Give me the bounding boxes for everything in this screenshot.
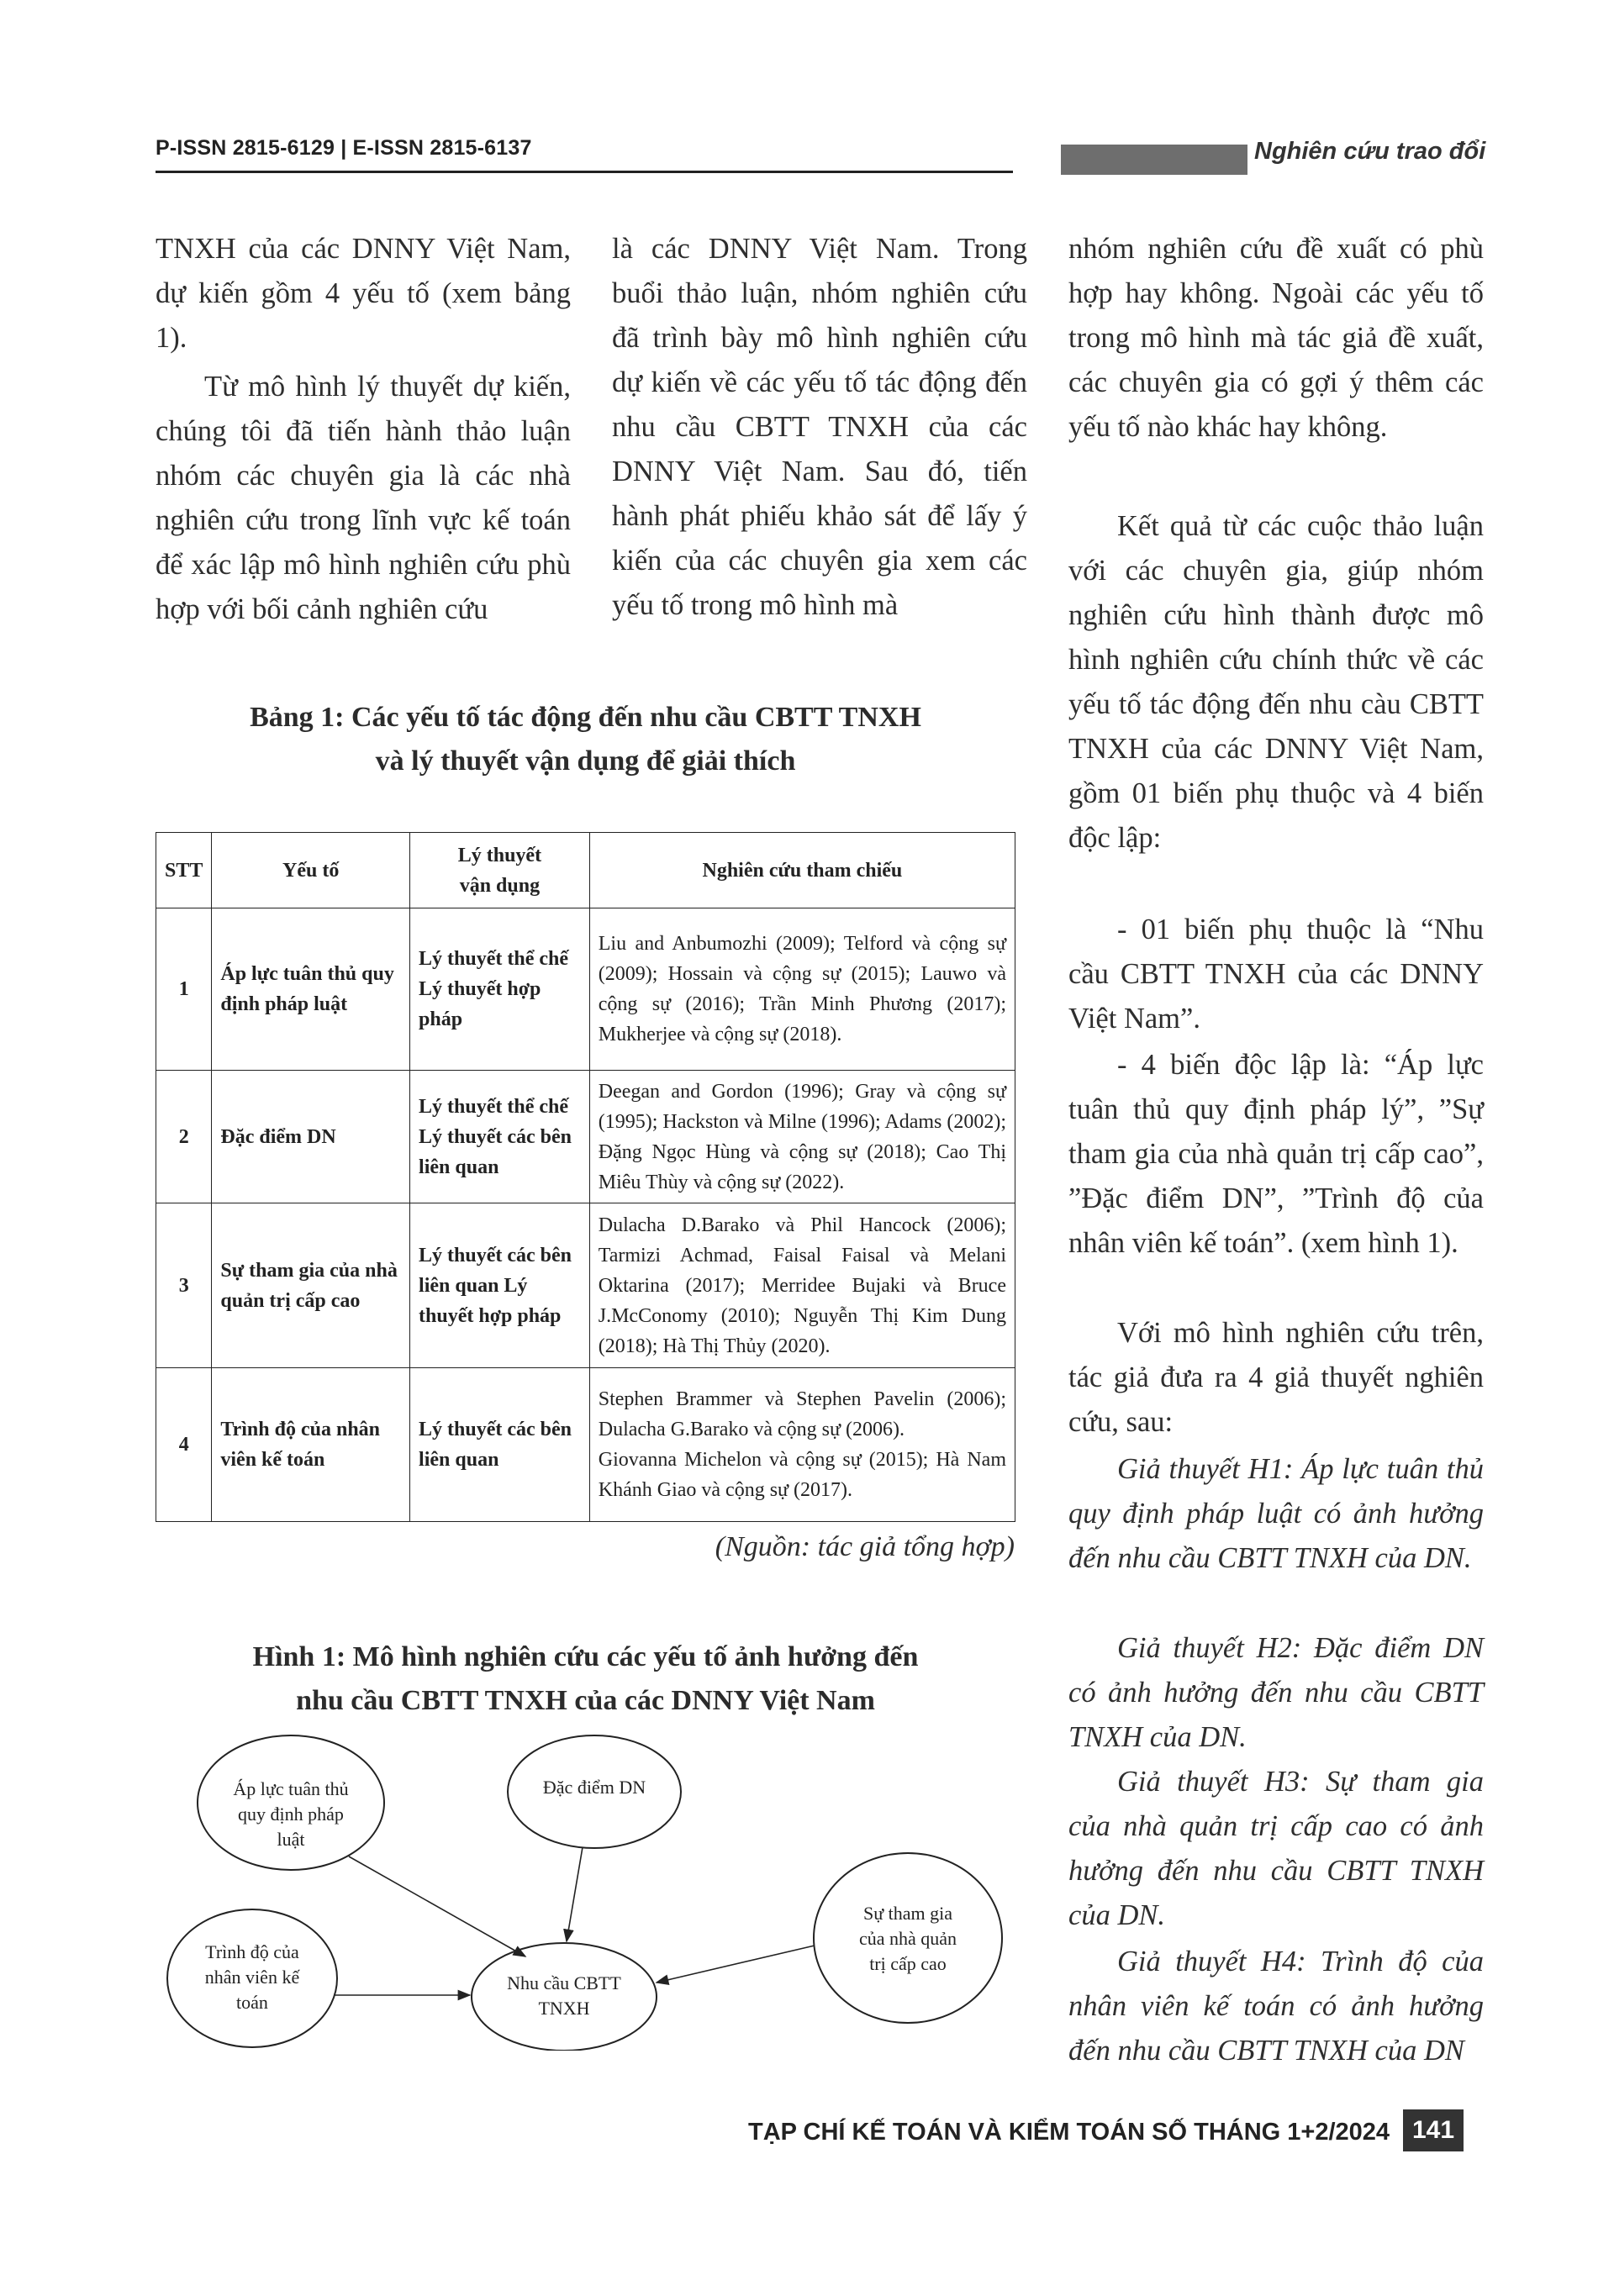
row-theory-line-1: Lý thuyết thể chế [419,948,569,970]
row-theory-line-2: Lý thuyết hợp pháp [419,978,541,1030]
row-stt: 4 [156,1368,212,1522]
issn-header: P-ISSN 2815-6129 | E-ISSN 2815-6137 [156,136,532,160]
header-theory-line-1: Lý thuyết [457,844,542,866]
row-theory [410,1071,590,1203]
node-label-line: Áp lực tuân thủ [233,1778,349,1799]
row-references [589,1368,1015,1522]
row-stt: 3 [156,1203,212,1368]
table-caption-line-2: và lý thuyết vận dụng để giải thích [375,745,796,777]
row-stt: 1 [156,908,212,1071]
factors-table [156,832,1015,1522]
figure-caption-line-1: Hình 1: Mô hình nghiên cứu các yếu tố ảnh hưởng đến [252,1641,919,1672]
hypothesis-h1: Giả thuyết H1: Áp lực tuân thủ quy định pháp luật có ảnh hưởng đến nhu cầu CBTT TNXH của DN. [1068,1453,1484,1574]
row-theory-line-2: Lý thuyết các bên liên quan [419,1125,572,1178]
node-label-line: Sự tham gia [862,1903,953,1924]
row-references-line-1: Stephen Brammer và Stephen Pavelin (2006); Dulacha G.Barako và cộng sự (2006). [598,1388,1006,1440]
node-label-line: toán [236,1992,268,2013]
row-factor: Trình độ của nhân viên kế toán [212,1368,410,1522]
section-bar [1061,145,1247,175]
node-label-line: Nhu cầu CBTT [507,1972,621,1993]
journal-footer: TẠP CHÍ KẾ TOÁN VÀ KIỂM TOÁN SỐ THÁNG 1+2/2024 [748,2119,1390,2146]
section-title: Nghiên cứu trao đổi [1254,138,1486,165]
col1-paragraph-2: Từ mô hình lý thuyết dự kiến, chúng tôi đã tiến hành thảo luận nhóm các chuyên gia là các nhà nghiên cứu trong lĩnh vực kế toán để xác lập mô hình nghiên cứu phù hợp với bối cảnh nghiên cứu [156,371,571,625]
table-source: (Nguồn: tác giả tổng hợp) [715,1531,1015,1562]
arrow-management-to-demand [657,1946,815,1983]
table-row [156,1203,1015,1368]
header-theory [410,833,590,908]
table-row [156,1071,1015,1203]
node-top-management-label [828,1901,988,1977]
hypothesis-h3: Giả thuyết H3: Sự tham gia của nhà quản trị cấp cao có ảnh hưởng đến nhu cầu CBTT TNXH của DN. [1068,1766,1484,1931]
col3-paragraph-2: Kết quả từ các cuộc thảo luận với các chuyên gia, giúp nhóm nghiên cứu hình thành được mô hình nghiên cứu chính thức về các yếu tố tác động đến nhu càu CBTT TNXH của các DNNY Việt Nam, gồm 01 biến phụ thuộc và 4 biến độc lập: [1068,510,1484,854]
header-stt: STT [156,833,212,908]
hypothesis-h4: Giả thuyết H4: Trình độ của nhân viên kế toán có ảnh hưởng đến nhu cầu CBTT TNXH của DN [1068,1946,1484,2067]
node-label-line: TNXH [538,1998,590,2019]
figure-caption-line-2: nhu cầu CBTT TNXH của các DNNY Việt Nam [296,1685,875,1716]
table-caption-line-1: Bảng 1: Các yếu tố tác động đến nhu cầu CBTT TNXH [250,702,921,733]
row-theory-line-1: Lý thuyết thể chế [419,1095,569,1118]
table-caption [156,696,1015,783]
table-row [156,1368,1015,1522]
row-factor: Áp lực tuân thủ quy định pháp luật [212,908,410,1071]
page-number: 141 [1403,2109,1464,2151]
col3-dependent-variable: - 01 biến phụ thuộc là “Nhu cầu CBTT TNXH của các DNNY Việt Nam”. [1068,914,1484,1035]
header-rule [156,171,1013,173]
node-label-line: của nhà quản [858,1928,957,1949]
header-theory-line-2: vận dụng [459,874,541,897]
arrow-firm-to-demand [567,1847,583,1941]
header-factor: Yếu tố [212,833,410,908]
node-accountant-competence-label [177,1940,328,2015]
row-references: Liu and Anbumozhi (2009); Telford và cộng sự (2009); Hossain và cộng sự (2015); Lauwo và cộng sự (2016); Trần Minh Phương (2017); Mukherjee và cộng sự (2018). [589,908,1015,1071]
col3-independent-variables: - 4 biến độc lập là: “Áp lực tuân thủ quy định pháp lý”, ”Sự tham gia của nhà quản trị cấp cao”, ”Đặc điểm DN”, ”Trình độ của nhân viên kế toán”. (xem hình 1). [1068,1049,1484,1259]
table-header-row [156,833,1015,908]
row-references: Dulacha D.Barako và Phil Hancock (2006); Tarmizi Achmad, Faisal Faisal và Melani Oktarina (2017); Merridee Bujaki và Bruce J.McConomy (2010); Nguyễn Thị Kim Dung (2018); Hà Thị Thủy (2020). [589,1203,1015,1368]
col3-paragraph-1: nhóm nghiên cứu đề xuất có phù hợp hay không. Ngoài các yếu tố trong mô hình mà tác giả đề xuất, các chuyên gia có gợi ý thêm các yếu tố nào khác hay không. [1068,233,1484,443]
col3-paragraph-hypotheses-intro: Với mô hình nghiên cứu trên, tác giả đưa ra 4 giả thuyết nghiên cứu, sau: [1068,1317,1484,1438]
node-firm-characteristics-label [510,1775,678,1800]
node-label-line: trị cấp cao [869,1953,947,1974]
row-stt: 2 [156,1071,212,1203]
node-label-line: quy định pháp [238,1804,344,1825]
row-factor: Sự tham gia của nhà quản trị cấp cao [212,1203,410,1368]
node-label-line: luật [277,1829,305,1850]
node-label-line: nhân viên kế [204,1967,300,1988]
figure-caption [156,1635,1015,1723]
col1-paragraph-1: TNXH của các DNNY Việt Nam, dự kiến gồm 4 yếu tố (xem bảng 1). [156,233,571,354]
node-label-line: Trình độ của [205,1941,299,1962]
table-row [156,908,1015,1071]
row-factor: Đặc điểm DN [212,1071,410,1203]
row-theory: Lý thuyết các bên liên quan [410,1368,590,1522]
row-theory [410,908,590,1071]
arrow-legal-to-demand [349,1856,525,1956]
node-label-line: Đặc điểm DN [542,1777,646,1798]
row-theory: Lý thuyết các bên liên quan Lý thuyết hợp pháp [410,1203,590,1368]
hypothesis-h2: Giả thuyết H2: Đặc điểm DN có ảnh hưởng đến nhu cầu CBTT TNXH của DN. [1068,1632,1484,1753]
col2-paragraph-1: là các DNNY Việt Nam. Trong buổi thảo luận, nhóm nghiên cứu đã trình bày mô hình nghiên cứu dự kiến về các yếu tố tác động đến nhu cầu CBTT TNXH của các DNNY Việt Nam. Sau đó, tiến hành phát phiếu khảo sát để lấy ý kiến của các chuyên gia xem các yếu tố trong mô hình mà [612,233,1027,621]
node-csr-disclosure-demand-label [484,1971,644,2021]
row-references-line-2: Giovanna Michelon và cộng sự (2015); Hà Nam Khánh Giao và cộng sự (2017). [598,1449,1006,1501]
row-references: Deegan and Gordon (1996); Gray và cộng sự (1995); Hackston và Milne (1996); Adams (2002); Đặng Ngọc Hùng và cộng sự (2018); Cao Thị Miêu Thùy và cộng sự (2022). [589,1071,1015,1203]
node-legal-pressure-label [198,1777,383,1852]
header-references: Nghiên cứu tham chiếu [589,833,1015,908]
